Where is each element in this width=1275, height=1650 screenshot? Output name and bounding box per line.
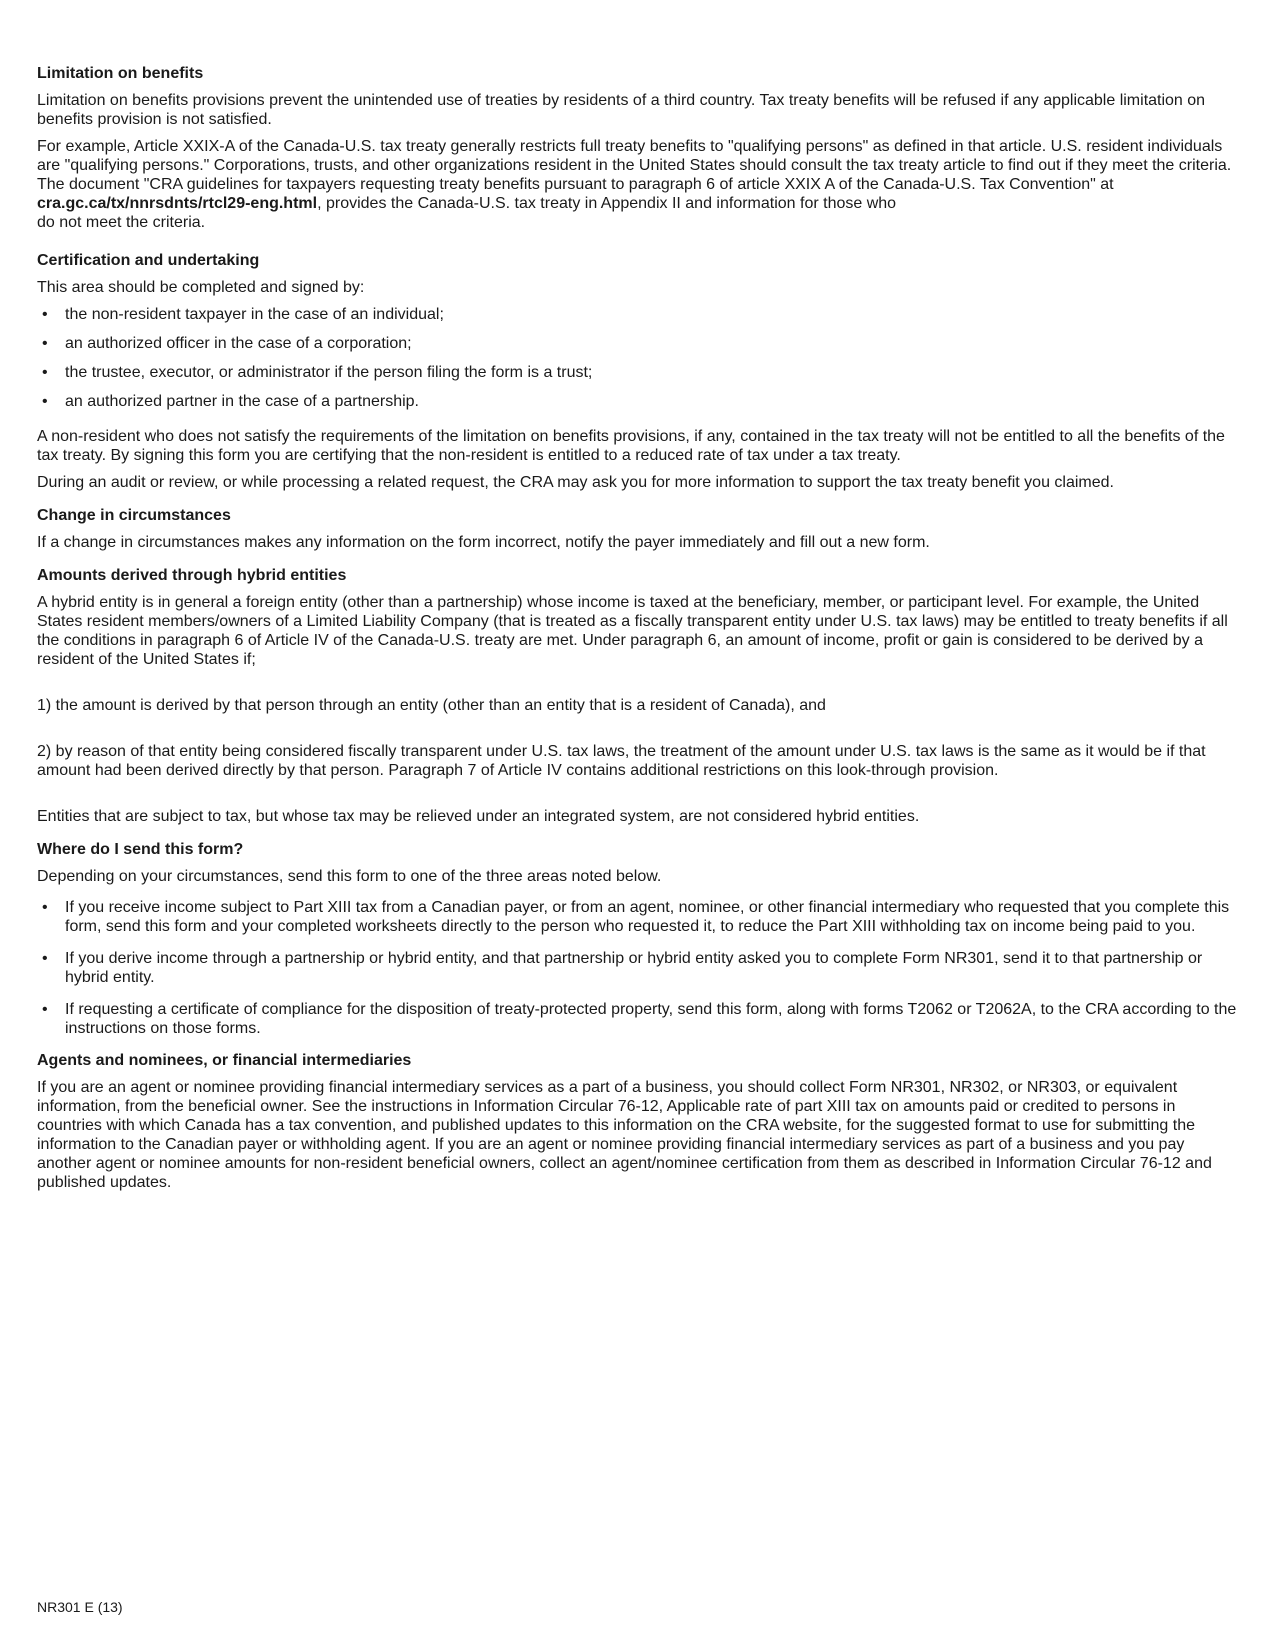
paragraph-text: For example, Article XXIX-A of the Canada-U.S. tax treaty generally restricts full treaty benefits to "qualifying persons" as defined in that article. U.S. resident individuals are "qualifying persons." Corporations, trusts, and other organizations resident in the United States should consult the tax treaty article to find out if they meet the criteria. The document "CRA guidelines for taxpayers requesting treaty benefits pursuant to paragraph 6 of article XXIX A of the Canada-U.S. Tax Convention" at xyxy=(37,138,1232,193)
paragraph-text: do not meet the criteria. xyxy=(37,214,206,231)
section-heading: Change in circumstances xyxy=(37,507,231,524)
section-change-in-circumstances xyxy=(37,506,1237,552)
list-item: • If you derive income through a partnership or hybrid entity, and that partnership or hybrid entity asked you to complete Form NR301, send it to that partnership or hybrid entity. xyxy=(37,949,1237,987)
send-destination-list xyxy=(37,898,1237,1038)
list-item: • the trustee, executor, or administrator if the person filing the form is a trust; xyxy=(37,363,1237,382)
list-item: • the non-resident taxpayer in the case of an individual; xyxy=(37,305,1237,324)
paragraph: A non-resident who does not satisfy the requirements of the limitation on benefits provisions, if any, contained in the tax treaty will not be entitled to all the benefits of the tax treaty. By signing this form you are certifying that the non-resident is entitled to a reduced rate of tax under a tax treaty. xyxy=(37,428,1225,464)
document-page xyxy=(37,64,1237,1200)
paragraph: A hybrid entity is in general a foreign entity (other than a partnership) whose income is taxed at the beneficiary, member, or participant level. For example, the United States resident members/owners of a Limited Liability Company (that is treated as a fiscally transparent entity under U.S. tax laws) may be entitled to treaty benefits if all the conditions in paragraph 6 of Article IV of the Canada-U.S. treaty are met. Under paragraph 6, an amount of income, profit or gain is considered to be derived by a resident of the United States if; xyxy=(37,594,1228,668)
section-heading: Certification and undertaking xyxy=(37,252,260,269)
paragraph: 1) the amount is derived by that person through an entity (other than an entity that is a resident of Canada), and xyxy=(37,697,826,714)
paragraph: This area should be completed and signed by: xyxy=(37,279,365,296)
signer-list xyxy=(37,305,1237,411)
list-item: • an authorized officer in the case of a corporation; xyxy=(37,334,1237,353)
cra-url-link[interactable]: cra.gc.ca/tx/nnrsdnts/rtcl29-eng.html xyxy=(37,195,318,212)
section-hybrid-entities xyxy=(37,566,1237,826)
section-heading: Amounts derived through hybrid entities xyxy=(37,567,347,584)
section-heading: Where do I send this form? xyxy=(37,841,244,858)
section-agents-nominees xyxy=(37,1051,1237,1192)
section-certification xyxy=(37,251,1237,492)
paragraph-text: , provides the Canada-U.S. tax treaty in Appendix II and information for those who xyxy=(317,195,897,212)
paragraph: During an audit or review, or while processing a related request, the CRA may ask you for more information to support the tax treaty benefit you claimed. xyxy=(37,474,1114,491)
list-item: • If you receive income subject to Part XIII tax from a Canadian payer, or from an agent, nominee, or other financial intermediary who requested that you complete this form, send this form and your completed worksheets directly to the person who requested it, to reduce the Part XIII withholding tax on income being paid to you. xyxy=(37,898,1237,936)
paragraph: Limitation on benefits provisions prevent the unintended use of treaties by residents of a third country. Tax treaty benefits will be refused if any applicable limitation on benefits provision is not satisfied. xyxy=(37,92,1206,128)
list-item: • If requesting a certificate of compliance for the disposition of treaty-protected property, send this form, along with forms T2062 or T2062A, to the CRA according to the instructions on those forms. xyxy=(37,1000,1237,1038)
section-heading: Agents and nominees, or financial intermediaries xyxy=(37,1052,412,1069)
paragraph: Entities that are subject to tax, but whose tax may be relieved under an integrated system, are not considered hybrid entities. xyxy=(37,808,920,825)
form-code-footer: NR301 E (13) xyxy=(37,1599,123,1615)
section-heading: Limitation on benefits xyxy=(37,65,204,82)
paragraph: 2) by reason of that entity being considered fiscally transparent under U.S. tax laws, the treatment of the amount under U.S. tax laws is the same as it would be if that amount had been derived directly by that person. Paragraph 7 of Article IV contains additional restrictions on this look-through provision. xyxy=(37,743,1206,779)
paragraph xyxy=(37,137,1237,232)
list-item: • an authorized partner in the case of a partnership. xyxy=(37,392,1237,411)
paragraph: If you are an agent or nominee providing financial intermediary services as a part of a business, you should collect Form NR301, NR302, or NR303, or equivalent information, from the beneficial owner. See the instructions in Information Circular 76-12, Applicable rate of part XIII tax on amounts paid or credited to persons in countries with which Canada has a tax convention, and published updates to this information on the CRA website, for the suggested format to use for submitting the information to the Canadian payer or withholding agent. If you are an agent or nominee providing financial intermediary services as part of a business and you pay another agent or nominee amounts for non-resident beneficial owners, collect an agent/nominee certification from them as described in Information Circular 76-12 and published updates. xyxy=(37,1079,1212,1191)
paragraph: Depending on your circumstances, send this form to one of the three areas noted below. xyxy=(37,868,662,885)
section-limitation-on-benefits xyxy=(37,64,1237,232)
section-where-to-send xyxy=(37,840,1237,1038)
paragraph: If a change in circumstances makes any information on the form incorrect, notify the payer immediately and fill out a new form. xyxy=(37,534,930,551)
